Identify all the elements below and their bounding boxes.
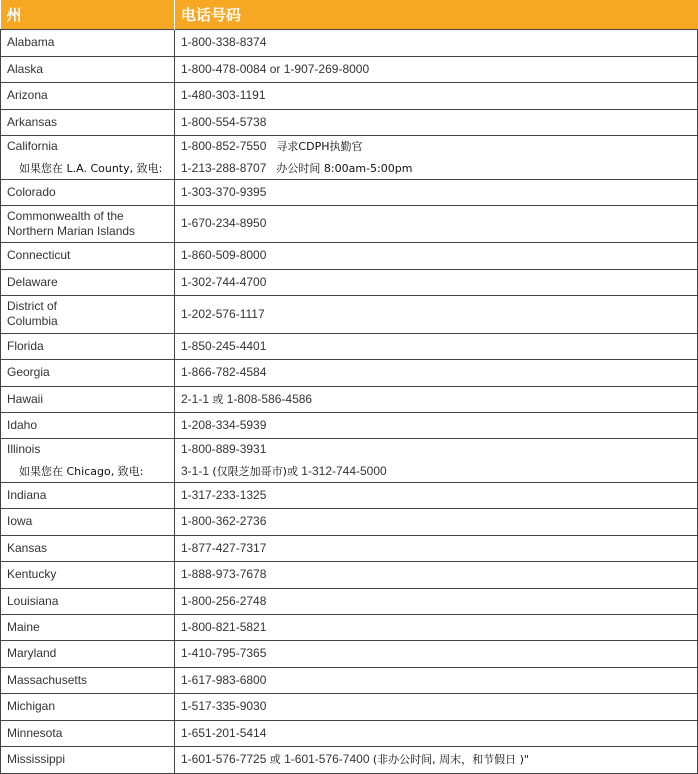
table-row [1,482,698,508]
table-row [1,29,698,56]
table-row [1,561,698,588]
state-name: Kansas [1,535,175,561]
state-name: Alaska [1,56,175,82]
phone-number-short: 3-1-1 [181,463,210,478]
table-row [1,269,698,295]
table-row [1,135,698,179]
table-header-row [1,0,698,29]
phone-number: 1-213-288-8707 [181,160,267,175]
state-name: Mississippi [1,746,175,773]
phone-number: 1-601-576-7400 [284,752,370,766]
state-name: Arizona [1,82,175,109]
table-row [1,588,698,614]
table-row [1,614,698,640]
table-row [1,412,698,438]
state-name: Indiana [1,482,175,508]
state-name: Georgia [1,359,175,386]
phone-number: 1-480-303-1191 [175,82,698,109]
table-row [1,179,698,205]
state-name: Florida [1,333,175,359]
state-name: Connecticut [1,242,175,269]
state-name: Maine [1,614,175,640]
phone-number: 1-800-338-8374 [175,29,698,56]
phone-conjunction: 或 [269,753,281,766]
table-row [1,242,698,269]
phone-number: 1-888-973-7678 [175,561,698,588]
table-row [1,438,698,482]
table-row [1,640,698,667]
phone-number: 1-800-852-7550 [181,138,267,153]
state-name: Illinois [7,441,41,456]
state-name: Arkansas [1,109,175,135]
table-row [1,295,698,333]
state-name: Michigan [1,693,175,720]
state-subnote: 如果您在 L.A. County, 致电: [19,161,163,175]
phone-number: 1-601-576-7725 [181,752,267,766]
phone-number: 1-850-245-4401 [175,333,698,359]
table-row [1,205,698,242]
phone-number: 1-866-782-4584 [175,359,698,386]
table-row [1,109,698,135]
phone-note: 寻求CDPH执勤官 [276,139,363,153]
phone-number: 1-800-821-5821 [175,614,698,640]
phone-number: 1-317-233-1325 [175,482,698,508]
header-state: 州 [1,0,175,29]
header-phone: 电话号码 [181,6,242,24]
state-name: Massachusetts [1,667,175,693]
table-row [1,508,698,535]
phone-note: (仅限芝加哥市)或 [212,464,298,478]
table-row [1,535,698,561]
phone-number: 1-877-427-7317 [175,535,698,561]
phone-number: 1-800-362-2736 [175,508,698,535]
phone-number: 1-800-889-3931 [181,441,267,456]
state-name: Alabama [1,29,175,56]
state-name: Kentucky [1,561,175,588]
table-row [1,386,698,412]
state-name: Delaware [1,269,175,295]
phone-number: 1-312-744-5000 [301,463,387,478]
table-row [1,56,698,82]
phone-number: 1-808-586-4586 [226,391,313,406]
table-row [1,333,698,359]
phone-number: 1-202-576-1117 [175,295,698,333]
table-row [1,82,698,109]
state-name: Minnesota [1,720,175,746]
phone-number: 1-302-744-4700 [175,269,698,295]
table-row [1,720,698,746]
state-name: Colorado [1,179,175,205]
phone-number: 1-517-335-9030 [175,693,698,720]
phone-note: 办公时间 8:00am-5:00pm [276,161,413,175]
phone-number-short: 2-1-1 [181,391,210,406]
state-name: Maryland [1,640,175,667]
state-name: Idaho [1,412,175,438]
phone-number: 1-800-256-2748 [175,588,698,614]
phone-number: 1-410-795-7365 [175,640,698,667]
table-row [1,667,698,693]
state-name-line2: Northern Marian Islands [7,223,136,238]
state-name: Louisiana [1,588,175,614]
table-row [1,693,698,720]
state-subnote: 如果您在 Chicago, 致电: [19,464,144,478]
phone-number: 1-651-201-5414 [175,720,698,746]
state-name: California [7,138,58,153]
state-name: Commonwealth of the [7,208,124,223]
state-name: Iowa [1,508,175,535]
phone-number: 1-800-478-0084 or 1-907-269-8000 [175,56,698,82]
phone-note: (非办公时间, 周末，和节假日 )" [372,753,529,766]
phone-conjunction: 或 [212,392,224,406]
phone-number: 1-303-370-9395 [175,179,698,205]
phone-number: 1-670-234-8950 [175,205,698,242]
table-row [1,359,698,386]
phone-number: 1-617-983-6800 [175,667,698,693]
phone-number: 1-208-334-5939 [175,412,698,438]
state-name: District of [7,299,58,313]
phone-number: 1-800-554-5738 [175,109,698,135]
state-name-line2: Columbia [7,314,58,328]
phone-number: 1-860-509-8000 [175,242,698,269]
state-name: Hawaii [1,386,175,412]
